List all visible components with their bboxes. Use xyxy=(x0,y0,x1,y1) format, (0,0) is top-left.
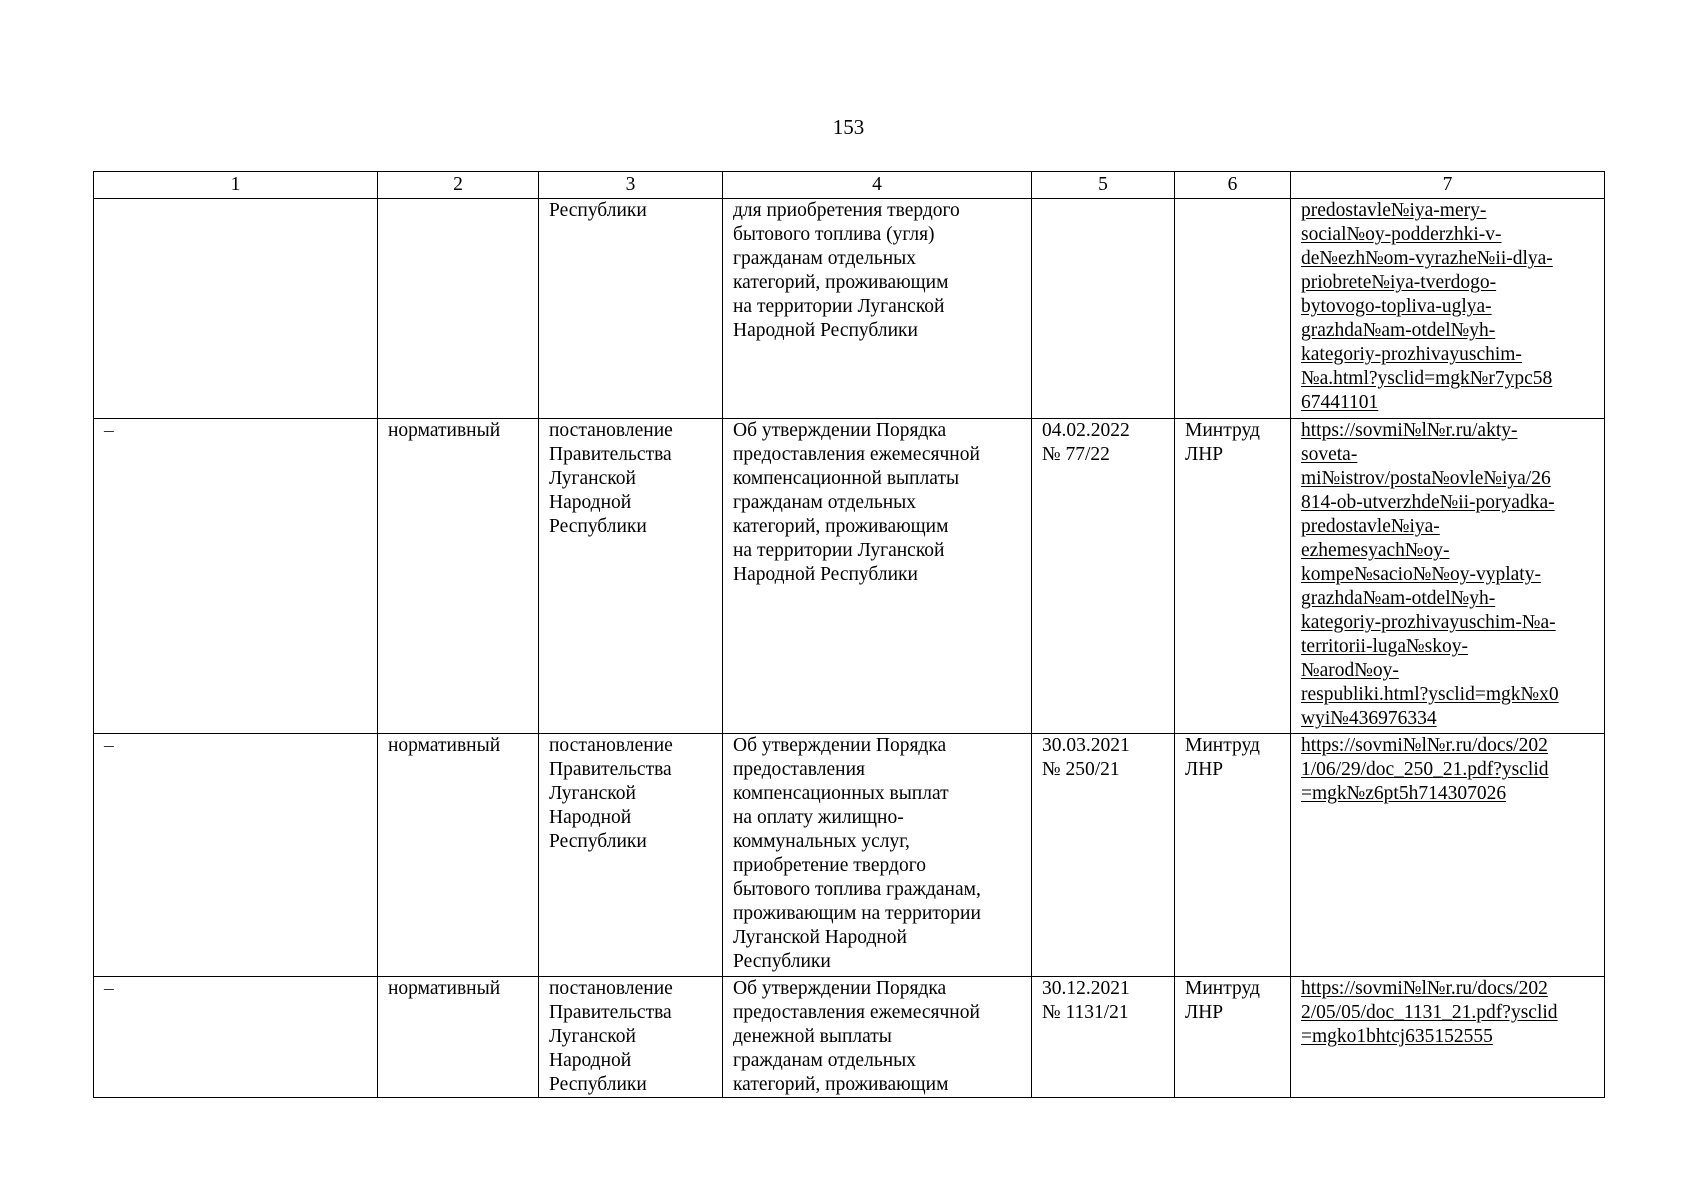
url-link-line[interactable]: grazhda№am-otdel№yh- xyxy=(1301,588,1496,609)
text-line: Республики xyxy=(733,951,831,972)
url-link-line[interactable]: =mgko1bhtcj635152555 xyxy=(1301,1026,1493,1047)
cell-date-number xyxy=(1032,199,1175,419)
cell-link[interactable] xyxy=(1291,419,1605,734)
text-line: гражданам отдельных xyxy=(733,248,917,269)
text-line: ЛНР xyxy=(1185,1002,1224,1023)
cell-link[interactable] xyxy=(1291,199,1605,419)
column-header-5: 5 xyxy=(1032,172,1175,199)
act-number: № 250/21 xyxy=(1042,759,1120,780)
url-link-line[interactable]: kategoriy-prozhivayuschim- xyxy=(1301,344,1522,365)
text-line: гражданам отдельных xyxy=(733,1050,917,1071)
text-line: Луганской xyxy=(549,1026,636,1047)
cell-title xyxy=(723,419,1032,734)
text-line: Правительства xyxy=(549,444,672,465)
text-line: Народной xyxy=(549,492,632,513)
url-link-line[interactable]: ezhemesyach№oy- xyxy=(1301,540,1450,561)
text-line: приобретение твердого xyxy=(733,855,926,876)
cell-link[interactable] xyxy=(1291,977,1605,1098)
url-link-line[interactable]: wyi№436976334 xyxy=(1301,708,1437,729)
cell-act-type xyxy=(378,199,539,419)
url-link-line[interactable]: grazhda№am-otdel№yh- xyxy=(1301,320,1496,341)
column-header-7: 7 xyxy=(1291,172,1605,199)
cell-index xyxy=(94,199,378,419)
url-link-line[interactable]: №arod№oy- xyxy=(1301,660,1399,681)
legal-acts-table xyxy=(93,171,1605,1098)
text-line: компенсационной выплаты xyxy=(733,468,960,489)
url-link-line[interactable]: soveta- xyxy=(1301,444,1358,465)
cell-act-type: нормативный xyxy=(378,977,539,1098)
url-link-line[interactable]: https://sovmi№l№r.ru/docs/202 xyxy=(1301,978,1548,999)
cell-act-kind xyxy=(539,419,723,734)
text-line: Республики xyxy=(549,831,647,852)
url-link-line[interactable]: mi№istrov/posta№ovle№iya/26 xyxy=(1301,468,1551,489)
text-line: Народной xyxy=(549,807,632,828)
text-line: категорий, проживающим xyxy=(733,516,949,537)
url-link-line[interactable]: kategoriy-prozhivayuschim-№a- xyxy=(1301,612,1556,633)
text-line: Луганской xyxy=(549,783,636,804)
text-line: для приобретения твердого xyxy=(733,200,960,221)
column-header-6: 6 xyxy=(1175,172,1291,199)
text-line: коммунальных услуг, xyxy=(733,831,910,852)
text-line: денежной выплаты xyxy=(733,1026,892,1047)
text-line: Луганской xyxy=(549,468,636,489)
cell-title xyxy=(723,977,1032,1098)
table-row xyxy=(94,199,1605,419)
url-link-line[interactable]: 1/06/29/doc_250_21.pdf?ysclid xyxy=(1301,759,1549,780)
cell-act-kind xyxy=(539,734,723,977)
cell-responsible xyxy=(1175,419,1291,734)
cell-date-number xyxy=(1032,734,1175,977)
act-number: № 77/22 xyxy=(1042,444,1110,465)
cell-act-kind xyxy=(539,977,723,1098)
text-line: ЛНР xyxy=(1185,444,1224,465)
url-link-line[interactable]: kompe№sacio№№oy-vyplaty- xyxy=(1301,564,1541,585)
column-header-1: 1 xyxy=(94,172,378,199)
url-link-line[interactable]: https://sovmi№l№r.ru/docs/202 xyxy=(1301,735,1548,756)
url-link-line[interactable]: 67441101 xyxy=(1301,392,1379,413)
text-line: гражданам отдельных xyxy=(733,492,917,513)
cell-index: – xyxy=(94,977,378,1098)
act-number: № 1131/21 xyxy=(1042,1002,1129,1023)
url-link-line[interactable]: 2/05/05/doc_1131_21.pdf?ysclid xyxy=(1301,1002,1558,1023)
cell-act-kind xyxy=(539,199,723,419)
text-line: на оплату жилищно- xyxy=(733,807,904,828)
url-link-line[interactable]: territorii-luga№skoy- xyxy=(1301,636,1468,657)
text-line: Народной Республики xyxy=(733,564,918,585)
text-line: бытового топлива гражданам, xyxy=(733,879,981,900)
url-link-line[interactable]: =mgk№z6pt5h714307026 xyxy=(1301,783,1507,804)
act-date: 04.02.2022 xyxy=(1042,420,1130,441)
act-date: 30.03.2021 xyxy=(1042,735,1130,756)
text-line: Республики xyxy=(549,516,647,537)
text-line: ЛНР xyxy=(1185,759,1224,780)
text-line: постановление xyxy=(549,420,673,441)
text-line: Правительства xyxy=(549,1002,672,1023)
url-link-line[interactable]: priobrete№iya-tverdogo- xyxy=(1301,272,1497,293)
text-line: категорий, проживающим xyxy=(733,1074,949,1095)
url-link-line[interactable]: bytovogo-topliva-uglya- xyxy=(1301,296,1492,317)
url-link-line[interactable]: predostavle№iya-mery- xyxy=(1301,200,1487,221)
cell-act-type: нормативный xyxy=(378,419,539,734)
url-link-line[interactable]: https://sovmi№l№r.ru/akty- xyxy=(1301,420,1518,441)
text-line: постановление xyxy=(549,978,673,999)
text-line: категорий, проживающим xyxy=(733,272,949,293)
text-line: предоставления ежемесячной xyxy=(733,444,980,465)
text-line: Республики xyxy=(549,1074,647,1095)
cell-act-type: нормативный xyxy=(378,734,539,977)
text-line: предоставления xyxy=(733,759,865,780)
text-line: Минтруд xyxy=(1185,735,1260,756)
text-line: компенсационных выплат xyxy=(733,783,949,804)
table-row xyxy=(94,419,1605,734)
text-line: Минтруд xyxy=(1185,420,1260,441)
text-line: Луганской Народной xyxy=(733,927,907,948)
cell-responsible xyxy=(1175,199,1291,419)
cell-index: – xyxy=(94,419,378,734)
cell-link[interactable] xyxy=(1291,734,1605,977)
text-line: проживающим на территории xyxy=(733,903,981,924)
text-line: предоставления ежемесячной xyxy=(733,1002,980,1023)
cell-title xyxy=(723,734,1032,977)
cell-index: – xyxy=(94,734,378,977)
url-link-line[interactable]: de№ezh№om-vyrazhe№ii-dlya- xyxy=(1301,248,1553,269)
page-number: 153 xyxy=(832,115,865,139)
text-line: на территории Луганской xyxy=(733,296,945,317)
table-header-row xyxy=(94,172,1605,199)
text-line: Об утверждении Порядка xyxy=(733,735,947,756)
url-link-line[interactable]: №a.html?ysclid=mgk№r7ypc58 xyxy=(1301,368,1553,389)
column-header-4: 4 xyxy=(723,172,1032,199)
column-header-2: 2 xyxy=(378,172,539,199)
cell-date-number xyxy=(1032,419,1175,734)
cell-date-number xyxy=(1032,977,1175,1098)
text-line: бытового топлива (угля) xyxy=(733,224,935,245)
cell-responsible xyxy=(1175,734,1291,977)
text-line: Республики xyxy=(549,200,647,221)
column-header-3: 3 xyxy=(539,172,723,199)
text-line: Народной Республики xyxy=(733,320,918,341)
url-link-line[interactable]: 814-ob-utverzhde№ii-poryadka- xyxy=(1301,492,1555,513)
cell-title xyxy=(723,199,1032,419)
text-line: Минтруд xyxy=(1185,978,1260,999)
table-row xyxy=(94,977,1605,1098)
table-row xyxy=(94,734,1605,977)
text-line: Об утверждении Порядка xyxy=(733,978,947,999)
cell-responsible xyxy=(1175,977,1291,1098)
text-line: постановление xyxy=(549,735,673,756)
url-link-line[interactable]: respubliki.html?ysclid=mgk№x0 xyxy=(1301,684,1559,705)
text-line: Об утверждении Порядка xyxy=(733,420,947,441)
text-line: Правительства xyxy=(549,759,672,780)
url-link-line[interactable]: predostavle№iya- xyxy=(1301,516,1440,537)
text-line: Народной xyxy=(549,1050,632,1071)
act-date: 30.12.2021 xyxy=(1042,978,1130,999)
url-link-line[interactable]: social№oy-podderzhki-v- xyxy=(1301,224,1502,245)
text-line: на территории Луганской xyxy=(733,540,945,561)
